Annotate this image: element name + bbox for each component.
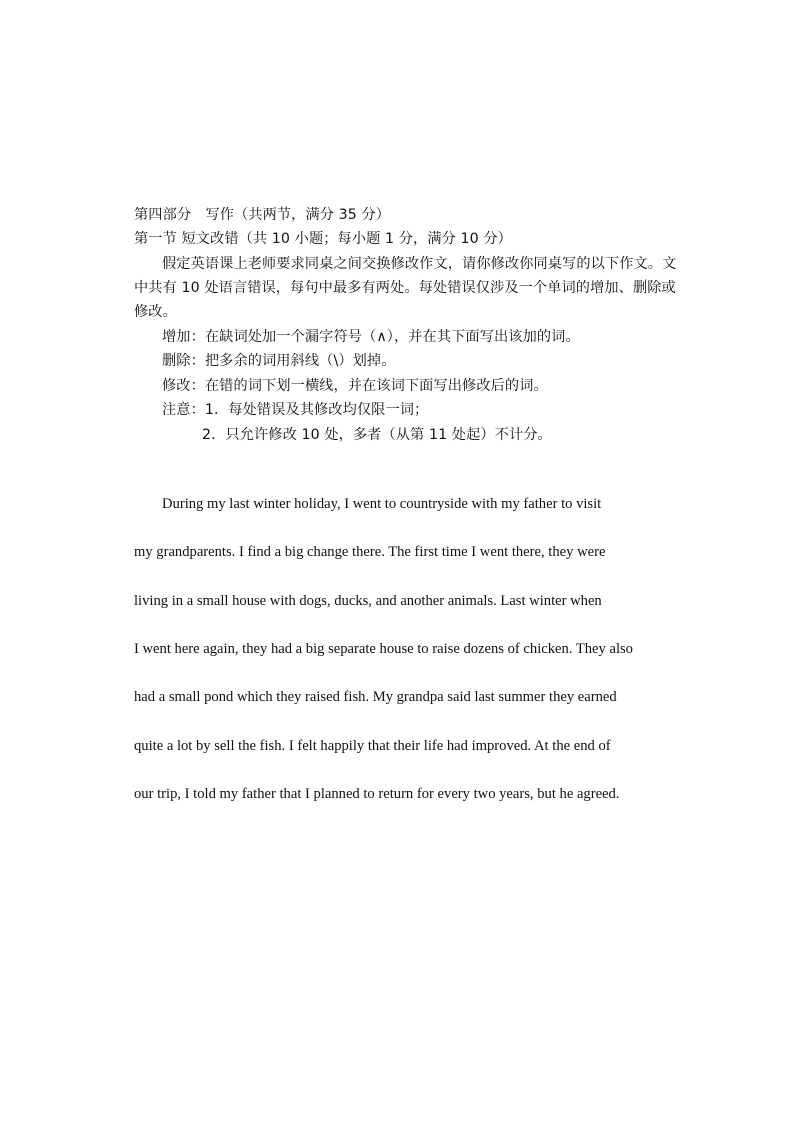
essay-line-4: I went here again, they had a big separate house to raise dozens of chicken. They also <box>134 641 633 657</box>
note-2: 2．只允许修改 10 处，多者（从第 11 处起）不计分。 <box>202 427 552 443</box>
essay-line-7: our trip, I told my father that I planned to return for every two years, but he agreed. <box>134 786 620 802</box>
note-1: 注意：1．每处错误及其修改均仅限一词； <box>162 402 429 418</box>
essay-line-1: During my last winter holiday, I went to countryside with my father to visit <box>162 496 602 512</box>
modify-rule: 修改：在错的词下划一横线，并在该词下面写出修改后的词。 <box>162 378 548 394</box>
intro-line-2: 中共有 10 处语言错误，每句中最多有两处。每处错误仅涉及一个单词的增加、删除或 <box>134 280 676 296</box>
section-title: 第一节 短文改错（共 10 小题；每小题 1 分，满分 10 分） <box>134 231 512 247</box>
delete-rule: 删除：把多余的词用斜线（\）划掉。 <box>162 353 396 369</box>
intro-line-1: 假定英语课上老师要求同桌之间交换修改作文，请你修改你同桌写的以下作文。文 <box>162 256 677 272</box>
essay-line-2: my grandparents. I find a big change there. The first time I went there, they were <box>134 544 606 560</box>
add-rule: 增加：在缺词处加一个漏字符号（∧），并在其下面写出该加的词。 <box>162 329 580 345</box>
essay-line-3: living in a small house with dogs, ducks, and another animals. Last winter when <box>134 593 602 609</box>
essay-line-6: quite a lot by sell the fish. I felt happily that their life had improved. At the end of <box>134 738 611 754</box>
intro-line-3: 修改。 <box>134 304 177 320</box>
part-title: 第四部分 写作（共两节，满分 35 分） <box>134 207 391 223</box>
essay-line-5: had a small pond which they raised fish. My grandpa said last summer they earned <box>134 689 617 705</box>
